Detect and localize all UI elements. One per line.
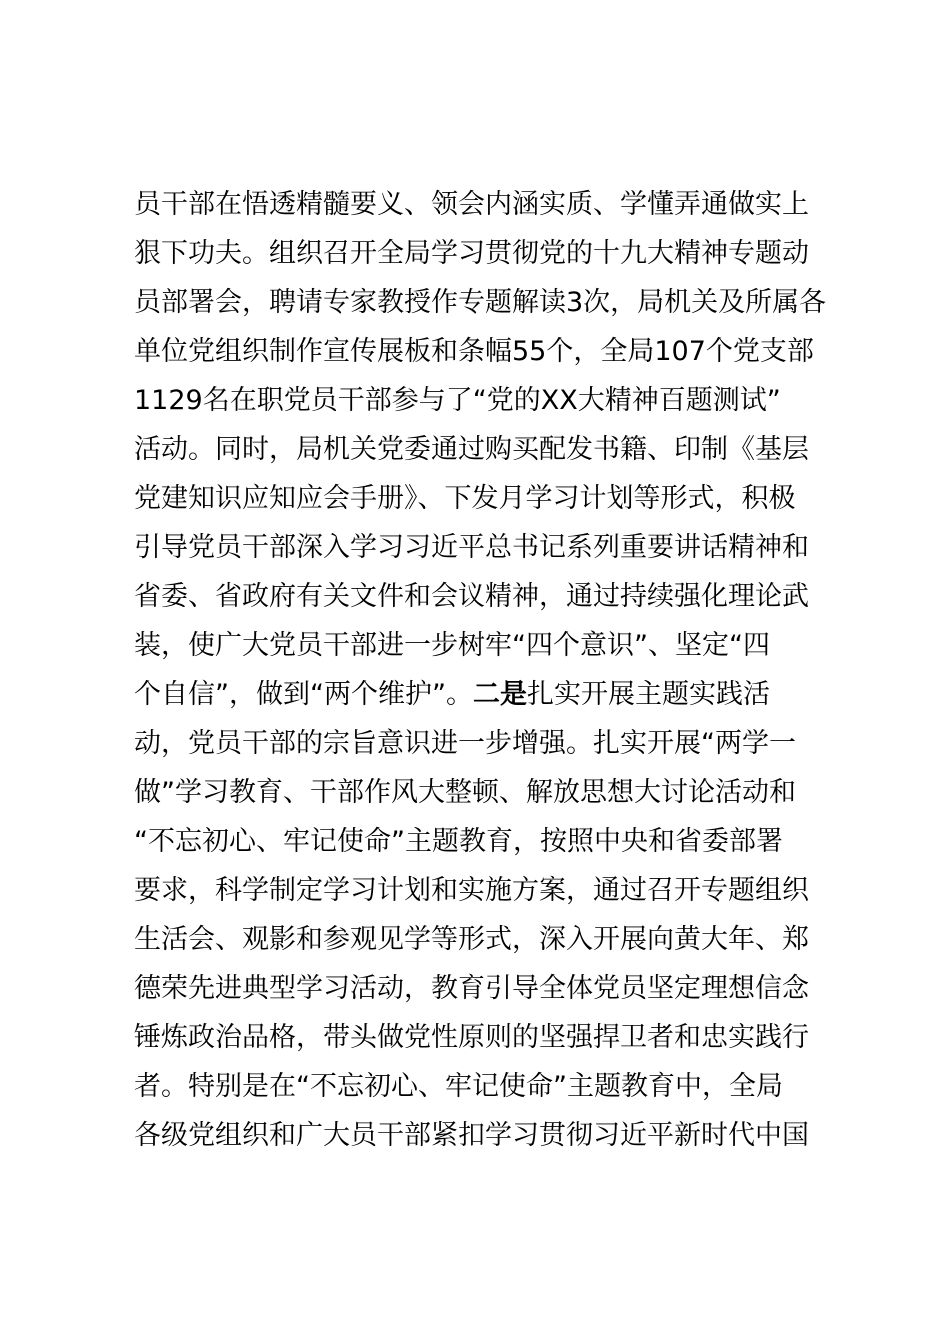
text-line-with-emphasis <box>134 670 834 719</box>
text-line: 员干部在悟透精髓要义、领会内涵实质、学懂弄通做实上 <box>134 189 809 220</box>
body-paragraph <box>134 180 834 1160</box>
text-line: 活动。同时，局机关党委通过购买配发书籍、印制《基层 <box>134 434 809 465</box>
text-line: 动，党员干部的宗旨意识进一步增强。扎实开展“两学一 <box>134 728 796 759</box>
text-line: 做”学习教育、干部作风大整顿、解放思想大讨论活动和 <box>134 777 796 808</box>
text-line: 装，使广大党员干部进一步树牢“四个意识”、坚定“四 <box>134 630 770 661</box>
text-line: “不忘初心、牢记使命”主题教育，按照中央和省委部署 <box>134 826 783 857</box>
text-line: 省委、省政府有关文件和会议精神，通过持续强化理论武 <box>134 581 809 612</box>
text-line: 要求，科学制定学习计划和实施方案，通过召开专题组织 <box>134 875 809 906</box>
text-line: 引导党员干部深入学习习近平总书记系列重要讲话精神和 <box>134 532 809 563</box>
bold-emphasis: 二是 <box>472 679 527 710</box>
text-line: 党建知识应知应会手册》、下发月学习计划等形式，积极 <box>134 483 796 514</box>
text-segment: 个自信”，做到“两个维护”。 <box>134 679 473 710</box>
text-segment: 扎实开展主题实践活 <box>526 679 770 710</box>
text-line: 狠下功夫。组织召开全局学习贯彻党的十九大精神专题动 <box>134 238 809 269</box>
text-line: 单位党组织制作宣传展板和条幅55个，全局107个党支部 <box>134 336 814 367</box>
text-line: 者。特别是在“不忘初心、牢记使命”主题教育中，全局 <box>134 1071 783 1102</box>
text-line: 各级党组织和广大员干部紧扣学习贯彻习近平新时代中国 <box>134 1120 809 1151</box>
text-line: 1129名在职党员干部参与了“党的XX大精神百题测试” <box>134 385 781 416</box>
text-line: 锤炼政治品格，带头做党性原则的坚强捍卫者和忠实践行 <box>134 1022 809 1053</box>
text-line: 生活会、观影和参观见学等形式，深入开展向黄大年、郑 <box>134 924 809 955</box>
text-line: 德荣先进典型学习活动，教育引导全体党员坚定理想信念 <box>134 973 809 1004</box>
text-line: 员部署会，聘请专家教授作专题解读3次，局机关及所属各 <box>134 287 827 318</box>
